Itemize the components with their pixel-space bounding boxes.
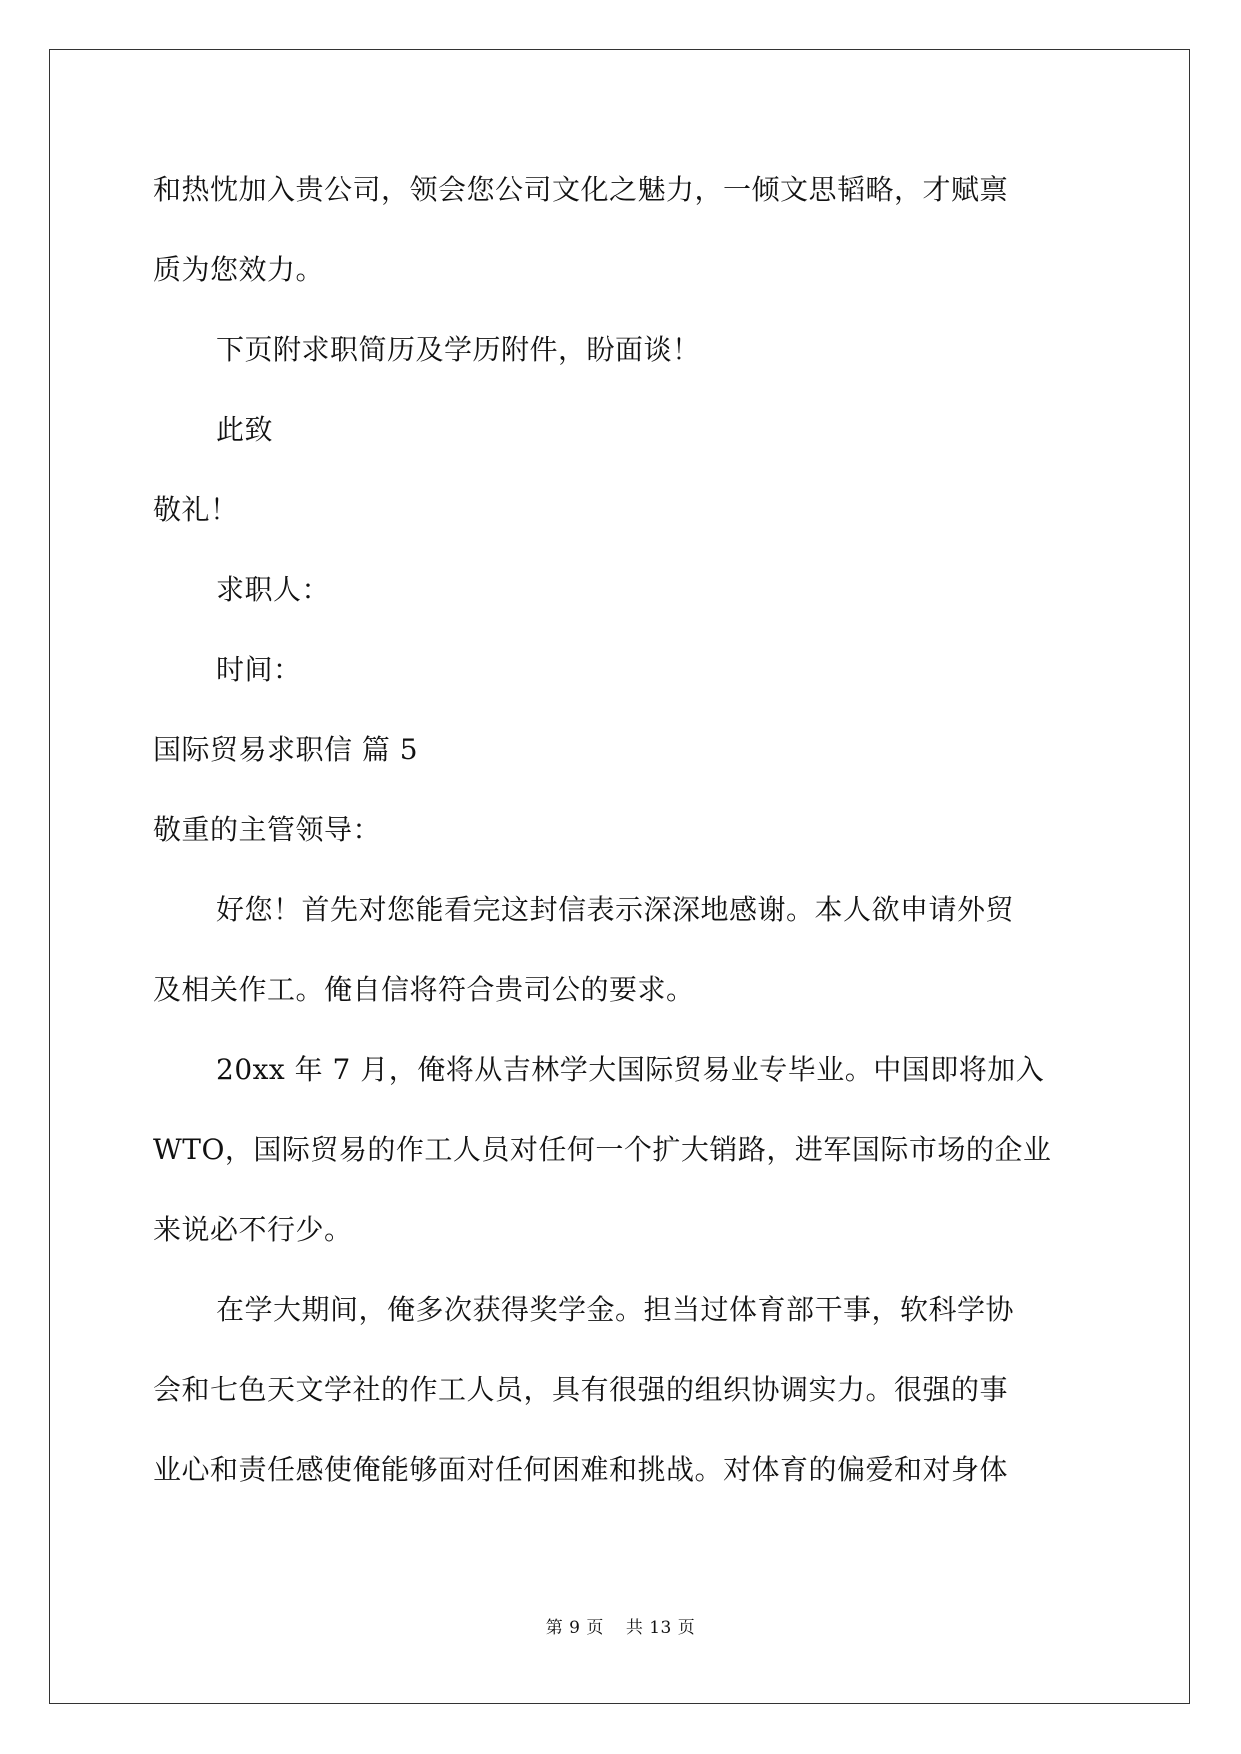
body-line: 下页附求职简历及学历附件，盼面谈！ (216, 333, 701, 366)
salutation-regards: 敬礼！ (153, 493, 239, 526)
section-heading: 国际贸易求职信 篇 5 (153, 733, 419, 766)
body-line: 20xx 年 7 月，俺将从吉林学大国际贸易业专毕业。中国即将加入 (216, 1053, 1045, 1086)
body-line: WTO，国际贸易的作工人员对任何一个扩大销路，进军国际市场的企业 (153, 1133, 1052, 1166)
date-label: 时间： (216, 653, 302, 686)
body-line: 和热忱加入贵公司，领会您公司文化之魅力，一倾文思韬略，才赋禀 (153, 173, 1009, 206)
page-total: 共 13 页 (625, 1618, 696, 1638)
applicant-label: 求职人： (216, 573, 331, 606)
page-footer (0, 1620, 1241, 1637)
body-line: 业心和责任感使俺能够面对任何困难和挑战。对体育的偏爱和对身体 (153, 1453, 1009, 1486)
body-line: 及相关作工。俺自信将符合贵司公的要求。 (153, 973, 695, 1006)
body-line: 质为您效力。 (153, 253, 325, 286)
body-line: 会和七色天文学社的作工人员，具有很强的组织协调实力。很强的事 (153, 1373, 1009, 1406)
body-line: 来说必不行少。 (153, 1213, 353, 1246)
body-line: 在学大期间，俺多次获得奖学金。担当过体育部干事，软科学协 (216, 1293, 1015, 1326)
body-line: 好您！首先对您能看完这封信表示深深地感谢。本人欲申请外贸 (216, 893, 1015, 926)
salutation-closing: 此致 (216, 413, 274, 446)
page-number: 第 9 页 (545, 1618, 604, 1638)
letter-greeting: 敬重的主管领导： (153, 813, 382, 846)
